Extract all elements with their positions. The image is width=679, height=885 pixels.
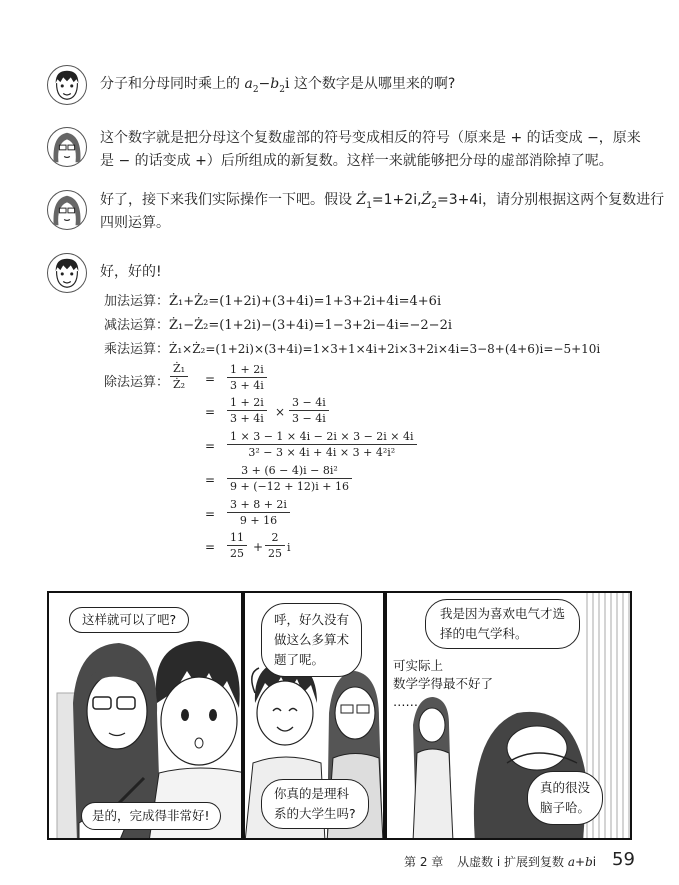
step-2b-denominator: 3 − 4i [292, 412, 326, 425]
step-4 [227, 464, 352, 493]
step-3-numerator: 1 × 3 − 1 × 4i − 2i × 3 − 2i × 4i [227, 430, 417, 445]
panel-3-bottom-line-1: 真的很没 [540, 780, 591, 795]
q1-minus: − [258, 76, 271, 92]
panel-2-top-line-1: 呼，好久没有 [274, 612, 350, 627]
multiplication-expression: Ż₁×Ż₂=(1+2i)×(3+4i)=1×3+1×4i+2i×3+2i×4i=3−8+(4+6)i=−5+10i [169, 342, 601, 356]
step-4-numerator: 3 + (6 − 4)i − 8i² [227, 464, 352, 479]
panel-2-top-bubble [261, 603, 362, 677]
chapter-number: 第 2 章 [404, 855, 444, 869]
step-2a-numerator: 1 + 2i [227, 396, 267, 411]
equals-2: = [205, 405, 216, 419]
chapter-title-i: i [592, 855, 597, 869]
panel-3-mid-line-1: 可实际上 [393, 658, 444, 673]
panel-3-bottom-line-2: 脑子哈。 [540, 800, 591, 815]
step-3 [227, 430, 417, 459]
comic-panel-2 [243, 591, 385, 840]
division-lhs [170, 362, 188, 391]
panel-3-monologue [393, 657, 493, 711]
boy-avatar-2 [47, 253, 87, 293]
step-6a-denominator: 25 [230, 547, 244, 560]
question-1 [100, 73, 455, 101]
panel-3-top-line-1: 我是因为喜欢电气才选 [440, 606, 566, 621]
boy-avatar [47, 65, 87, 105]
panel-2-bottom-bubble [261, 779, 369, 829]
subtraction-label: 减法运算： [104, 318, 170, 333]
a2-z1-value: =1+2i, [371, 192, 422, 208]
q1-sub-2: 2 [252, 84, 259, 95]
step-1 [227, 363, 267, 392]
step-2b-numerator: 3 − 4i [289, 396, 329, 411]
comic-panel-1 [47, 591, 243, 840]
girl-face-icon [48, 128, 86, 166]
step-1-numerator: 1 + 2i [227, 363, 267, 378]
equals-1: = [205, 372, 216, 386]
step-4-denominator: 9 + (−12 + 12)i + 16 [230, 480, 349, 493]
chapter-title-a: a [567, 855, 576, 869]
step-5-numerator: 3 + 8 + 2i [227, 498, 290, 513]
a2-text-pre: 好了，接下来我们实际操作一下吧。假设 [100, 192, 357, 208]
chapter-footer [404, 853, 596, 870]
equals-3: = [205, 439, 216, 453]
panel-2-bottom-line-1: 你真的是理科 [274, 786, 350, 801]
equals-6: = [205, 540, 216, 554]
panel-3-mid-line-3: …… [393, 694, 418, 709]
a2-text-post: =3+4i，请分别根据这两个复数进行 [437, 192, 665, 208]
division-label-text: 除法运算： [104, 375, 170, 390]
chapter-title-plus: + [575, 855, 586, 869]
equals-5: = [205, 507, 216, 521]
question-2: 好，好的! [100, 264, 162, 280]
division-label [104, 371, 169, 390]
answer-1-line-2: 是 − 的话变成 +）后所组成的新复数。这样一来就能够把分母的虚部消除掉了呢。 [100, 153, 613, 169]
panel-2-top-line-3: 题了呢。 [274, 652, 325, 667]
multiplication-label: 乘法运算： [104, 342, 170, 357]
q1-a: a [244, 76, 253, 92]
addition-label: 加法运算： [104, 294, 170, 309]
girl-avatar [47, 127, 87, 167]
step-1-denominator: 3 + 4i [230, 379, 264, 392]
step-5 [227, 498, 290, 527]
step-6a [227, 531, 247, 560]
a2-z2: Ż [421, 192, 432, 208]
boy-face-icon [48, 254, 86, 292]
step-6b-denominator: 25 [268, 547, 282, 560]
step-5-denominator: 9 + 16 [239, 514, 278, 527]
step-6a-numerator: 11 [227, 531, 247, 546]
multiplication-row [104, 338, 600, 357]
plus-sign: + [253, 540, 264, 554]
step-6b-numerator: 2 [265, 531, 285, 546]
answer-2-line-2: 四则运算。 [100, 215, 170, 231]
panel-2-top-line-2: 做这么多算术 [274, 632, 350, 647]
q1-b: b [270, 76, 280, 92]
panel-1-top-bubble: 这样就可以了吧? [69, 607, 189, 633]
imaginary-unit: i [287, 541, 291, 554]
subtraction-expression: Ż₁−Ż₂=(1+2i)−(3+4i)=1−3+2i−4i=−2−2i [169, 318, 453, 333]
q1-text-pre: 分子和分母同时乘上的 [100, 76, 245, 92]
q1-sub-2b: 2 [279, 84, 285, 95]
step-2a [227, 396, 267, 425]
q1-text-post: 这个数字是从哪里来的啊? [289, 76, 456, 92]
chapter-title-b: b [585, 855, 593, 869]
addition-expression: Ż₁+Ż₂=(1+2i)+(3+4i)=1+3+2i+4i=4+6i [169, 294, 442, 309]
addition-row [104, 290, 441, 309]
step-6b [265, 531, 285, 560]
panel-3-mid-line-2: 数学学得最不好了 [393, 676, 494, 691]
equals-4: = [205, 473, 216, 487]
comic-panel-3 [385, 591, 632, 840]
a2-z1-sub: 1 [366, 200, 372, 211]
subtraction-row [104, 314, 452, 333]
step-2a-denominator: 3 + 4i [230, 412, 264, 425]
panel-1-bottom-bubble: 是的，完成得非常好! [81, 802, 221, 830]
panel-2-bottom-line-2: 系的大学生吗? [274, 806, 356, 821]
times-sign: × [275, 405, 286, 419]
step-2b [289, 396, 329, 425]
panel-3-top-bubble [425, 599, 580, 649]
boy-face-icon [48, 66, 86, 104]
chapter-title: 从虚数 i 扩展到复数 [457, 855, 568, 869]
page-number: 59 [612, 849, 635, 870]
girl-face-icon [48, 191, 86, 229]
a2-z2-sub: 2 [431, 200, 438, 211]
panel-3-top-line-2: 择的电气学科。 [440, 626, 528, 641]
q1-i: i [284, 76, 290, 92]
step-3-denominator: 3² − 3 × 4i + 4i × 3 + 4²i² [248, 446, 396, 459]
lhs-numerator: Ż₁ [170, 362, 188, 377]
panel-3-bottom-bubble [527, 771, 603, 825]
lhs-denominator: Ż₂ [173, 378, 186, 391]
girl-avatar-2 [47, 190, 87, 230]
answer-2-line-1 [100, 189, 664, 217]
a2-z1: Ż [356, 192, 367, 208]
answer-1-line-1: 这个数字就是把分母这个复数虚部的符号变成相反的符号（原来是 + 的话变成 −，原来 [100, 130, 641, 146]
